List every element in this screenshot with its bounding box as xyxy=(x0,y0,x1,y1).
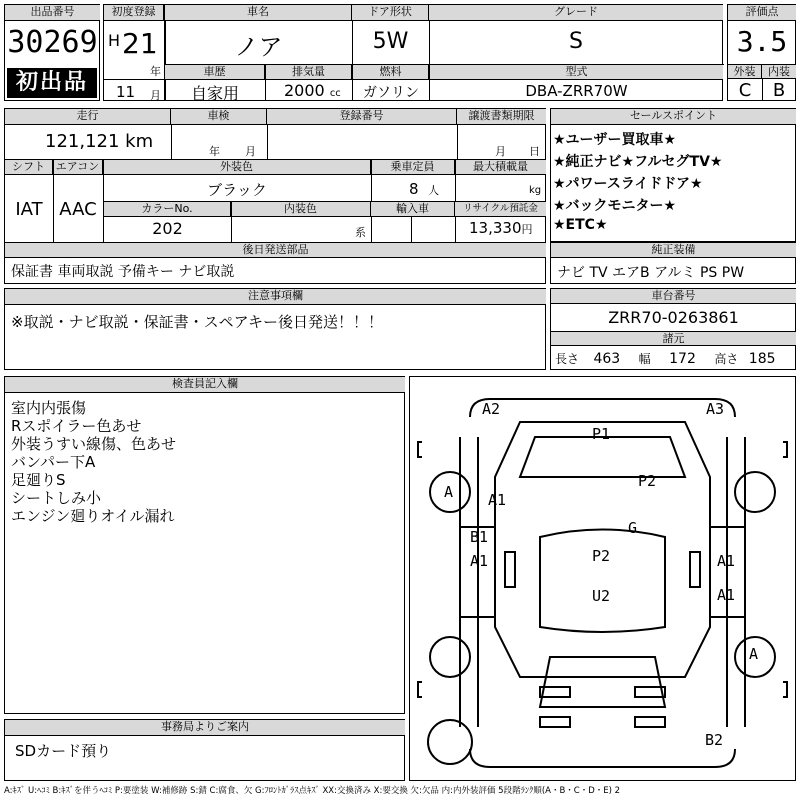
grade-value: S xyxy=(569,29,583,54)
reg-no-label: 登録番号 xyxy=(267,109,457,125)
sales-points-label: セールスポイント xyxy=(551,109,796,125)
damage-mark: P2 xyxy=(592,547,611,565)
sales-point-item: ★ユーザー買取車★ xyxy=(553,132,677,148)
damage-mark: B1 xyxy=(470,528,489,546)
history-value: 自家用 xyxy=(190,84,239,103)
lot-label: 出品番号 xyxy=(5,5,100,21)
legend: A:ｷｽﾞ U:ﾍｺﾐ B:ｷｽﾞを伴うﾍｺﾐ P:要塗装 W:補修跡 S:錆 C:腐食、欠 G:ﾌﾛﾝﾄｶﾞﾗｽ点ｷｽﾞ XX:交換済み X:要交換 欠:欠品 内:内外装評価 5段階ﾗﾝｸ順(A・B・C・D・E) 2 xyxy=(4,786,621,796)
length-label: 長さ xyxy=(555,352,580,366)
damage-mark: A3 xyxy=(706,400,725,418)
model-value: DBA-ZRR70W xyxy=(525,82,628,100)
inspector-line: Rスポイラー色あせ xyxy=(11,417,142,435)
length-value: 463 xyxy=(593,351,621,367)
score-int-label: 内装 xyxy=(762,64,796,79)
interior-color-unit: 系 xyxy=(355,226,366,239)
damage-mark: B2 xyxy=(705,731,724,749)
history-label: 車歴 xyxy=(165,65,265,80)
interior-color-label: 内装色 xyxy=(231,202,371,217)
score-label: 評価点 xyxy=(728,5,796,21)
inspection-year-unit: 年 xyxy=(209,145,220,158)
width-label: 幅 xyxy=(638,352,651,366)
max-load-unit: kg xyxy=(529,185,542,196)
color-no-label: カラーNo. xyxy=(104,202,231,217)
damage-mark: P2 xyxy=(638,472,657,490)
score-box xyxy=(727,4,796,101)
damage-mark: A1 xyxy=(470,552,489,570)
grade-label: グレード xyxy=(429,5,723,21)
equipment-box xyxy=(550,242,796,284)
first-listing-badge: 初出品 xyxy=(7,68,97,98)
exterior-color-label: 外装色 xyxy=(103,160,371,175)
shift-value: IAT xyxy=(15,199,43,220)
inspector-line: 足廻りS xyxy=(11,471,66,489)
sales-points-box xyxy=(550,108,796,242)
notes-label: 注意事項欄 xyxy=(5,289,546,305)
recycle-number: 13,330 xyxy=(469,219,522,237)
fuel-value: ガソリン xyxy=(363,85,419,101)
inspection-label: 車検 xyxy=(171,109,267,125)
car-name-value: ノア xyxy=(234,33,283,61)
recycle-label: リサイクル預託金 xyxy=(455,202,546,217)
capacity-unit: 人 xyxy=(428,184,440,197)
damage-mark: A xyxy=(749,645,759,663)
mileage-label: 走行 xyxy=(5,109,171,125)
inspector-line: 室内内張傷 xyxy=(11,399,87,417)
sales-point-item: ★ETC★ xyxy=(553,217,608,233)
chassis-box xyxy=(550,288,796,370)
notes-value: ※取説・ナビ取説・保証書・スペアキー後日発送！！！ xyxy=(11,313,383,331)
chassis-label: 車台番号 xyxy=(551,289,796,304)
capacity-label: 乗車定員 xyxy=(371,160,455,175)
displacement-value xyxy=(284,81,341,100)
first-reg-month: 11 xyxy=(116,83,136,101)
inspector-line: エンジン廻りオイル漏れ xyxy=(11,507,175,525)
car-diagram xyxy=(409,376,796,781)
ac-label: エアコン xyxy=(53,160,103,175)
later-parts-value: 保証書 車両取説 予備キー ナビ取説 xyxy=(11,264,235,280)
capacity-number: 8 xyxy=(409,180,419,198)
score-int: B xyxy=(772,80,786,101)
fuel-label: 燃料 xyxy=(353,65,429,80)
inspector-line: 外装うすい線傷、色あせ xyxy=(11,435,177,453)
car-name-label: 車名 xyxy=(165,5,352,21)
lot-number: 30269 xyxy=(7,25,98,60)
capacity-value xyxy=(409,180,439,198)
damage-mark: A2 xyxy=(482,400,501,418)
recycle-unit: 円 xyxy=(521,223,533,236)
lot-box xyxy=(4,4,100,101)
mileage-value xyxy=(45,131,153,152)
shift-label: シフト xyxy=(5,160,53,175)
ac-value: AAC xyxy=(59,199,97,220)
first-reg-era: H xyxy=(108,31,121,50)
transfer-label: 譲渡書類期限 xyxy=(457,109,546,125)
damage-mark: A1 xyxy=(717,586,736,604)
first-reg-year-unit: 年 xyxy=(150,65,161,78)
displacement-unit: cc xyxy=(329,88,341,99)
first-reg-month-unit: 月 xyxy=(150,89,161,102)
office-value: SDカード預り xyxy=(15,742,112,760)
chassis-value: ZRR70-0263861 xyxy=(608,308,739,327)
mileage-unit: km xyxy=(125,131,154,152)
exterior-color-value: ブラック xyxy=(207,181,267,199)
sales-point-item: ★パワースライドドア★ xyxy=(553,176,703,192)
office-label: 事務局よりご案内 xyxy=(5,720,405,736)
height-value: 185 xyxy=(748,351,776,367)
door-label: ドア形状 xyxy=(352,5,429,21)
color-no-value: 202 xyxy=(152,219,183,238)
door-value: 5W xyxy=(372,29,409,54)
office-box xyxy=(4,719,405,781)
inspector-line: シートしみ小 xyxy=(11,489,102,507)
recycle-value xyxy=(469,219,533,237)
first-reg-label: 初度登録 xyxy=(104,5,164,21)
dims-label: 諸元 xyxy=(551,331,796,346)
displacement-number: 2000 xyxy=(284,81,325,100)
inspector-line: バンパー下A xyxy=(11,453,96,471)
inspector-label: 検査員記入欄 xyxy=(5,377,405,393)
middle-block xyxy=(4,108,546,284)
width-value: 172 xyxy=(669,351,696,367)
first-reg-year: 21 xyxy=(122,27,158,60)
height-label: 高さ xyxy=(714,352,739,366)
sales-point-item: ★純正ナビ★フルセグTV★ xyxy=(553,154,723,170)
notes-box xyxy=(4,288,546,370)
equipment-value: ナビ TV エアB アルミ PS PW xyxy=(557,265,745,281)
score-value: 3.5 xyxy=(736,25,788,58)
equipment-label: 純正装備 xyxy=(551,243,796,258)
transfer-day-unit: 日 xyxy=(529,145,540,158)
max-load-label: 最大積載量 xyxy=(455,160,546,175)
damage-mark: A xyxy=(444,483,454,501)
import-label: 輸入車 xyxy=(371,202,455,217)
score-ext-label: 外装 xyxy=(728,64,762,79)
header-block xyxy=(103,4,723,101)
mileage-number: 121,121 xyxy=(45,131,120,152)
inspection-month-unit: 月 xyxy=(245,145,256,158)
dims-values xyxy=(555,350,795,367)
damage-mark: A1 xyxy=(717,552,736,570)
later-parts-label: 後日発送部品 xyxy=(5,243,546,258)
damage-mark: P1 xyxy=(592,425,611,443)
damage-mark: A1 xyxy=(488,491,507,509)
score-ext: C xyxy=(738,80,752,101)
damage-mark: U2 xyxy=(592,587,611,605)
inspector-box xyxy=(4,376,405,714)
transfer-month-unit: 月 xyxy=(495,145,506,158)
damage-mark: G xyxy=(628,519,638,537)
displacement-label: 排気量 xyxy=(266,65,352,80)
model-label: 型式 xyxy=(430,65,723,80)
sales-point-item: ★バックモニター★ xyxy=(553,198,677,214)
